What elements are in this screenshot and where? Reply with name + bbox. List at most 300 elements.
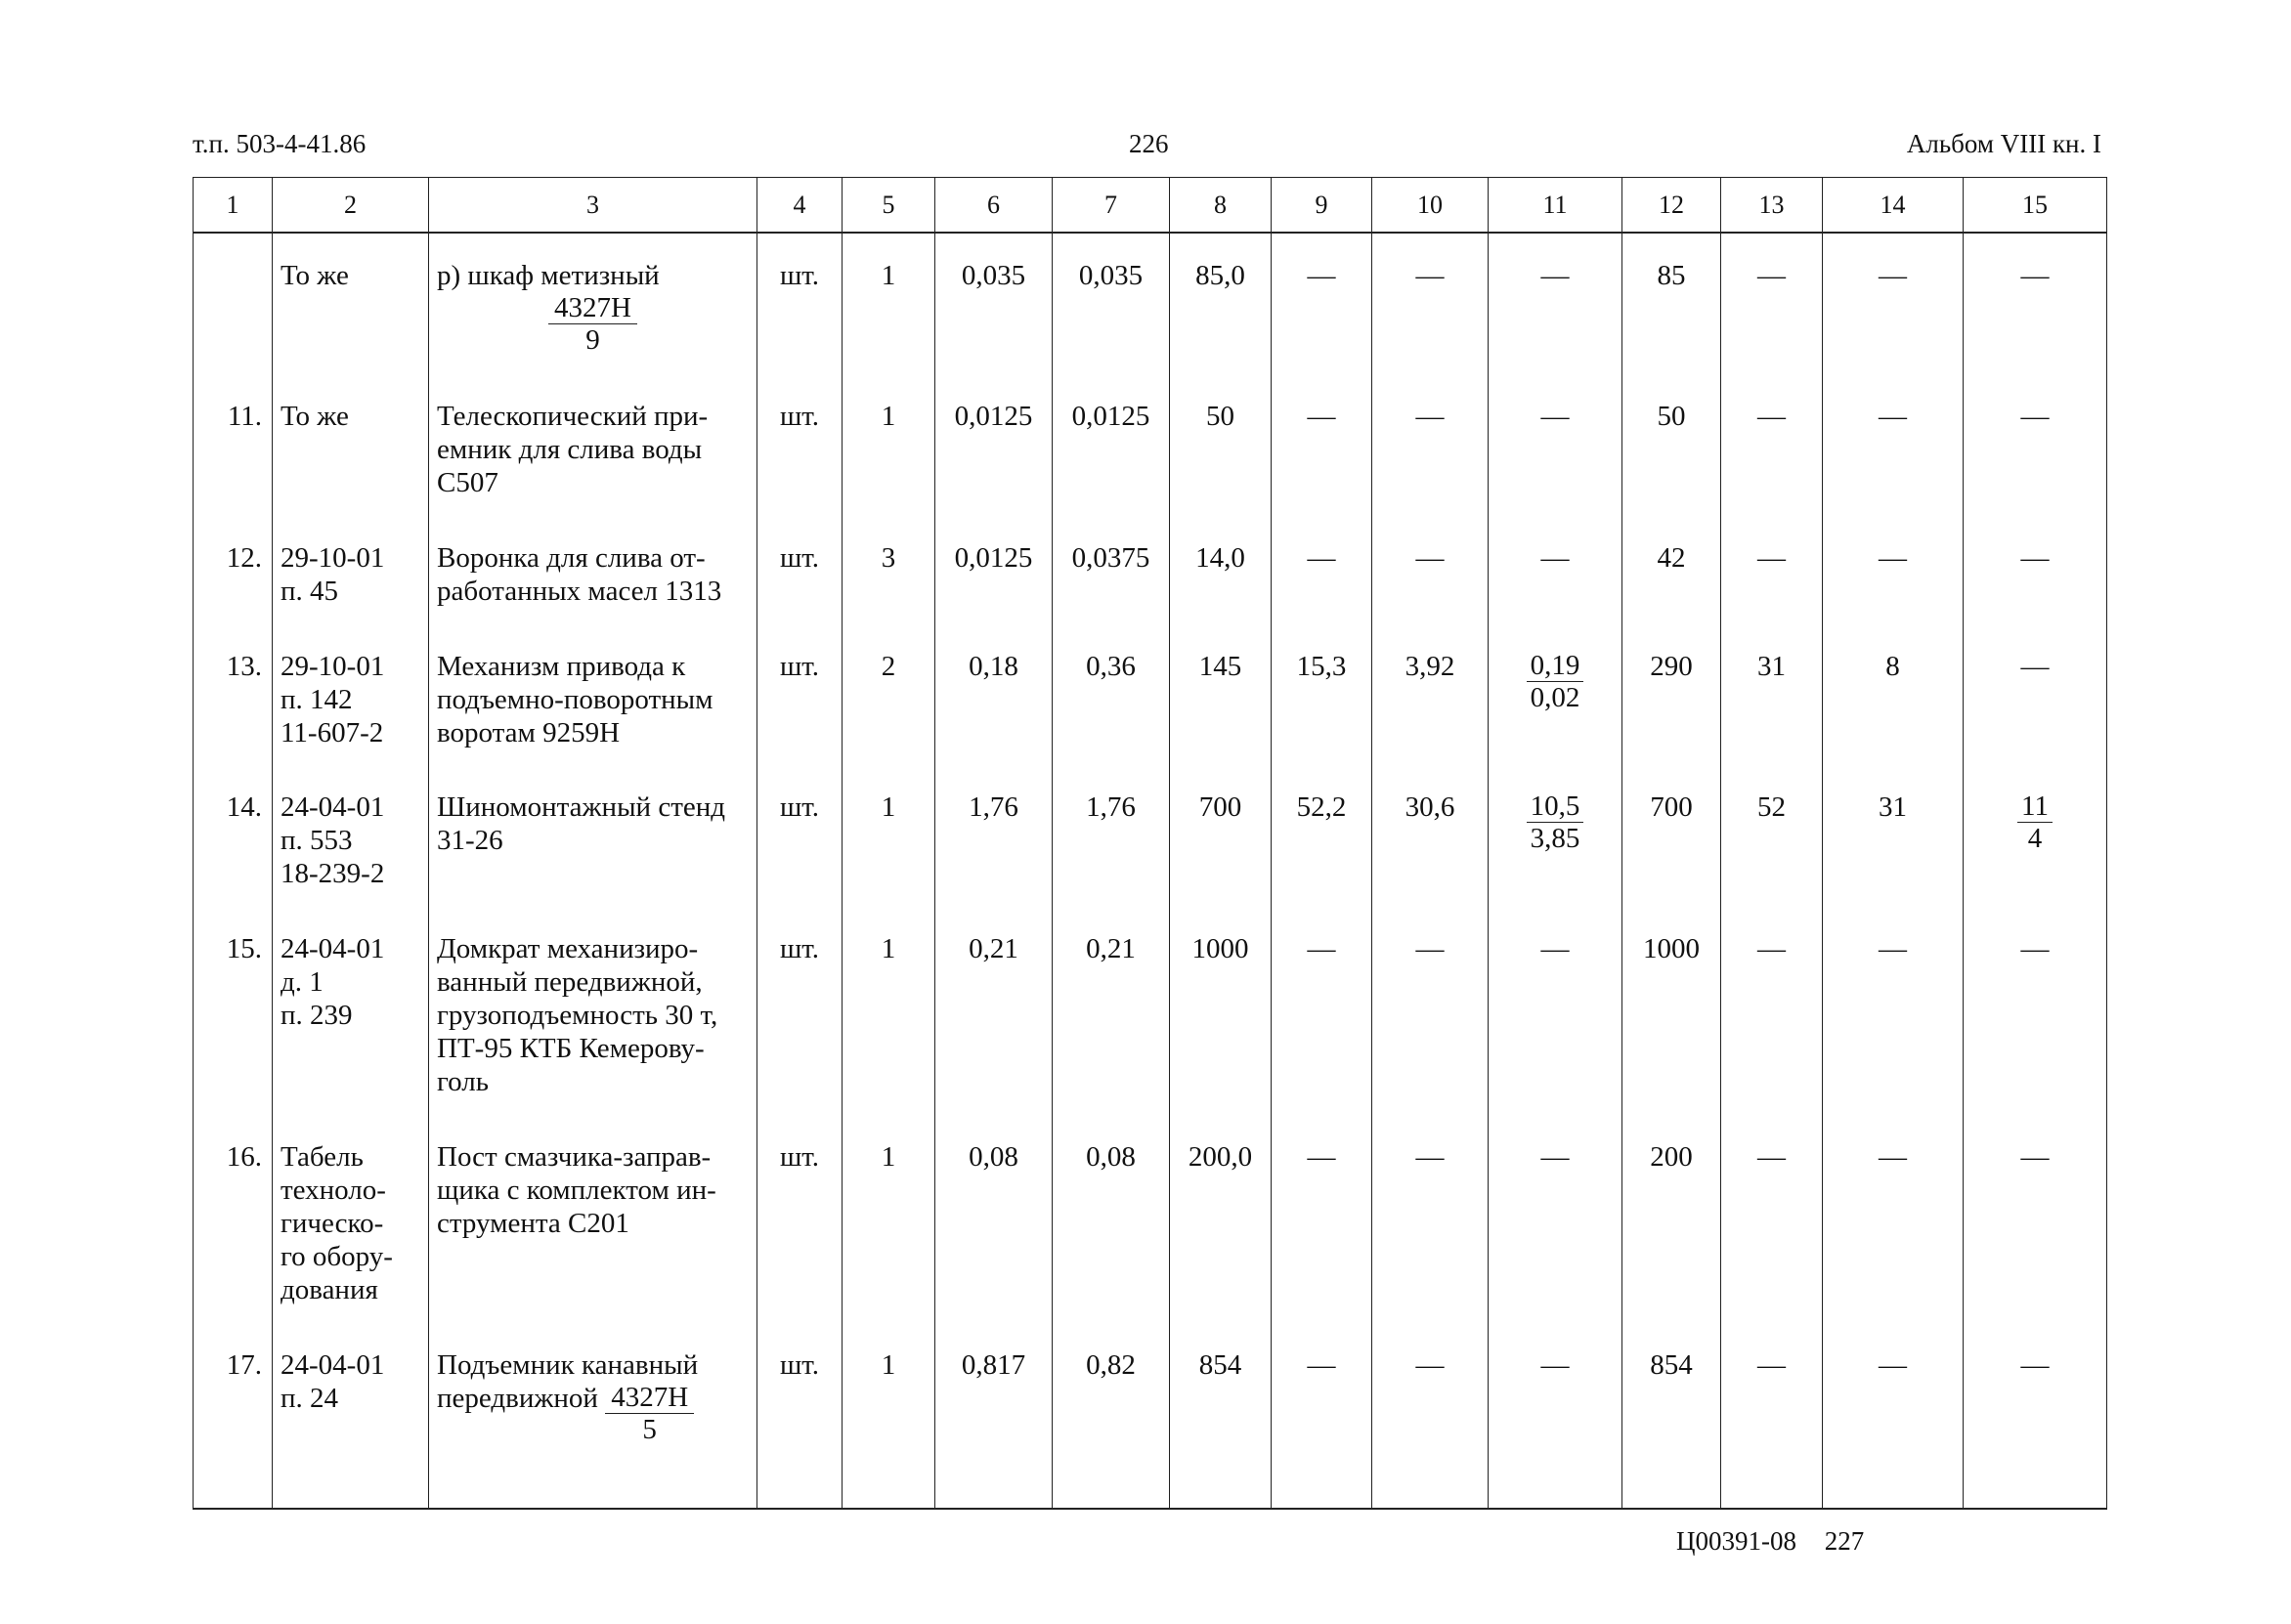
value: —	[1307, 400, 1336, 432]
fraction	[1527, 650, 1584, 713]
name-cell	[429, 516, 757, 624]
value-cell-col-11	[1489, 233, 1622, 374]
value-cell-col-9	[1272, 516, 1372, 624]
name-line: голь	[437, 1066, 489, 1098]
name-line: Телескопический при-	[437, 400, 709, 432]
value-cell-col-6	[935, 516, 1053, 624]
value-cell-col-13	[1721, 516, 1823, 624]
value: —	[1879, 260, 1907, 291]
name-cell	[429, 624, 757, 766]
value: 3,92	[1405, 650, 1455, 682]
fraction	[1527, 791, 1584, 854]
value: —	[1415, 400, 1445, 432]
value-cell-col-13	[1721, 374, 1823, 516]
name-cell	[429, 907, 757, 1115]
value: —	[1540, 933, 1570, 965]
value: 0,82	[1086, 1349, 1136, 1382]
value: 700	[1650, 791, 1693, 824]
source-cell	[273, 1323, 429, 1509]
source-line: п. 45	[281, 575, 339, 607]
value: 85,0	[1195, 260, 1245, 291]
value-cell-col-6	[935, 233, 1053, 374]
value-cell-col-12	[1622, 1323, 1721, 1509]
column-header: 15	[1964, 178, 2107, 234]
source-line: п. 239	[281, 1000, 353, 1032]
value-cell-col-10	[1372, 233, 1489, 374]
value: —	[2020, 541, 2050, 574]
value: —	[1757, 1141, 1786, 1174]
value: —	[1415, 260, 1445, 291]
value-cell-col-11	[1489, 907, 1622, 1115]
value-cell-col-12	[1622, 1115, 1721, 1323]
value: 1,76	[969, 791, 1018, 824]
value: 0,08	[1086, 1141, 1136, 1174]
value-cell-col-11	[1489, 765, 1622, 907]
source-line: дования	[281, 1274, 378, 1306]
source-line: 24-04-01	[281, 1349, 385, 1382]
name-line: Подъемник канавный	[437, 1349, 699, 1382]
value-cell-col-8	[1170, 907, 1272, 1115]
value: 200	[1650, 1141, 1693, 1174]
column-header: 11	[1489, 178, 1622, 234]
fraction-numerator: 0,19	[1527, 650, 1584, 682]
fraction-numerator: 10,5	[1527, 791, 1584, 823]
value: —	[1879, 400, 1907, 432]
name-line: грузоподъемность 30 т,	[437, 1000, 718, 1032]
name-line: Шиномонтажный стенд	[437, 791, 726, 824]
table-row	[194, 624, 2107, 766]
value-cell-col-15	[1964, 516, 2107, 624]
value-cell-col-9	[1272, 233, 1372, 374]
value-cell-col-9	[1272, 374, 1372, 516]
value-cell-col-7	[1053, 907, 1170, 1115]
value-cell-col-5	[843, 1115, 935, 1323]
value: 1	[881, 1141, 896, 1174]
name-line: ПТ-95 КТБ Кемерову-	[437, 1033, 705, 1065]
column-header: 3	[429, 178, 757, 234]
value: —	[1879, 541, 1907, 574]
value: —	[2020, 1141, 2050, 1174]
value-cell-col-5	[843, 1323, 935, 1509]
column-header: 4	[757, 178, 843, 234]
value: 0,36	[1086, 650, 1136, 682]
value-cell-col-4	[757, 765, 843, 907]
value-cell-col-9	[1272, 1115, 1372, 1323]
value-cell-col-10	[1372, 516, 1489, 624]
fraction-denominator: 0,02	[1530, 681, 1580, 713]
name-line: щика с комплектом ин-	[437, 1175, 716, 1207]
row-number-cell	[194, 233, 273, 374]
source-line: Табель	[281, 1141, 364, 1174]
value: 0,18	[969, 650, 1018, 682]
name-line: Пост смазчика-заправ-	[437, 1141, 712, 1174]
source-line: п. 24	[281, 1383, 339, 1415]
row-number-cell	[194, 765, 273, 907]
column-header: 1	[194, 178, 273, 234]
value: —	[2020, 650, 2050, 682]
value: шт.	[779, 541, 820, 574]
value-cell-col-14	[1823, 624, 1964, 766]
value: 15,3	[1296, 650, 1347, 682]
column-header: 9	[1272, 178, 1372, 234]
row-number-cell	[194, 624, 273, 766]
value-cell-col-4	[757, 1115, 843, 1323]
value: 30,6	[1405, 791, 1455, 824]
value: —	[1307, 1349, 1336, 1382]
value: 0,08	[969, 1141, 1018, 1174]
source-cell	[273, 907, 429, 1115]
fraction-numerator: 11	[2017, 791, 2053, 823]
value-cell-col-12	[1622, 374, 1721, 516]
value-cell-col-8	[1170, 1323, 1272, 1509]
fraction-denominator: 3,85	[1530, 823, 1580, 855]
value-cell-col-10	[1372, 1323, 1489, 1509]
value-cell-col-7	[1053, 1115, 1170, 1323]
row-number-cell	[194, 1323, 273, 1509]
value: шт.	[779, 1141, 820, 1174]
source-cell	[273, 516, 429, 624]
value-cell-col-7	[1053, 233, 1170, 374]
name-line: С507	[437, 466, 498, 498]
value: —	[1879, 933, 1907, 965]
name-line: 31-26	[437, 825, 503, 857]
value-cell-col-8	[1170, 1115, 1272, 1323]
value-cell-col-11	[1489, 624, 1622, 766]
source-line: То же	[281, 400, 349, 432]
column-header: 7	[1053, 178, 1170, 234]
table-row	[194, 374, 2107, 516]
source-line: гическо-	[281, 1208, 384, 1240]
name-line: емник для слива воды	[437, 433, 703, 465]
value-cell-col-4	[757, 1323, 843, 1509]
value: шт.	[779, 260, 820, 291]
value-cell-col-15	[1964, 233, 2107, 374]
value-cell-col-15	[1964, 1323, 2107, 1509]
value-cell-col-4	[757, 374, 843, 516]
name-line: Механизм привода к	[437, 650, 686, 682]
value: шт.	[779, 400, 820, 432]
value-cell-col-6	[935, 374, 1053, 516]
value: —	[1307, 260, 1336, 291]
value: —	[2020, 1349, 2050, 1382]
table-row	[194, 1323, 2107, 1509]
source-line: 11-607-2	[281, 716, 384, 748]
value-cell-col-6	[935, 907, 1053, 1115]
source-line: п. 553	[281, 825, 353, 857]
source-cell	[273, 233, 429, 374]
value: —	[1415, 1349, 1445, 1382]
value: 854	[1198, 1349, 1242, 1382]
value: 0,035	[961, 260, 1026, 291]
value-cell-col-7	[1053, 374, 1170, 516]
value-cell-col-11	[1489, 1115, 1622, 1323]
value-cell-col-14	[1823, 1115, 1964, 1323]
value: 0,0125	[954, 400, 1033, 432]
source-line: 24-04-01	[281, 933, 385, 965]
value: 3	[881, 541, 896, 574]
source-cell	[273, 1115, 429, 1323]
value: 1000	[1643, 933, 1700, 965]
value: —	[1879, 1141, 1907, 1174]
value-cell-col-7	[1053, 1323, 1170, 1509]
equipment-table	[193, 177, 2107, 1510]
value: 8	[1885, 650, 1900, 682]
value: шт.	[779, 933, 820, 965]
row-number-cell	[194, 1115, 273, 1323]
value-cell-col-12	[1622, 907, 1721, 1115]
value-cell-col-15	[1964, 907, 2107, 1115]
name-line	[437, 1382, 751, 1445]
value-cell-col-13	[1721, 1115, 1823, 1323]
value-cell-col-5	[843, 907, 935, 1115]
source-cell	[273, 765, 429, 907]
value: —	[1540, 541, 1570, 574]
value: —	[1757, 1349, 1786, 1382]
fraction	[2017, 791, 2053, 854]
source-line: го обору-	[281, 1241, 393, 1273]
value: —	[1307, 1141, 1336, 1174]
value-cell-col-10	[1372, 1115, 1489, 1323]
value-cell-col-9	[1272, 1323, 1372, 1509]
value: 50	[1657, 400, 1686, 432]
value: 52	[1757, 791, 1786, 824]
column-number-row	[194, 178, 2107, 234]
header-doc-code: т.п. 503-4-41.86	[193, 129, 367, 158]
value: 145	[1198, 650, 1242, 682]
column-header: 13	[1721, 178, 1823, 234]
source-line: 29-10-01	[281, 650, 385, 682]
source-line: То же	[281, 260, 349, 291]
row-number: 11.	[227, 400, 262, 432]
name-cell	[429, 1115, 757, 1323]
value: —	[1540, 260, 1570, 291]
name-cell	[429, 374, 757, 516]
source-cell	[273, 624, 429, 766]
value-cell-col-6	[935, 1115, 1053, 1323]
source-line: 18-239-2	[281, 858, 385, 890]
column-header: 6	[935, 178, 1053, 234]
value: 854	[1650, 1349, 1693, 1382]
row-number: 14.	[226, 791, 262, 824]
value-cell-col-12	[1622, 624, 1721, 766]
value-cell-col-6	[935, 624, 1053, 766]
value: 14,0	[1195, 541, 1245, 574]
table-row	[194, 516, 2107, 624]
name-tail: передвижной	[437, 1383, 598, 1415]
value: —	[1757, 933, 1786, 965]
name-line: р) шкаф метизный	[437, 260, 660, 291]
footer-stamp	[1676, 1526, 1864, 1557]
value-cell-col-13	[1721, 624, 1823, 766]
fraction-denominator: 4	[2027, 823, 2043, 855]
value: 85	[1657, 260, 1686, 291]
column-header: 12	[1622, 178, 1721, 234]
name-line: работанных масел 1313	[437, 575, 722, 607]
value: шт.	[779, 650, 820, 682]
value-cell-col-10	[1372, 765, 1489, 907]
value-cell-col-11	[1489, 374, 1622, 516]
value-cell-col-8	[1170, 624, 1272, 766]
value-cell-col-10	[1372, 907, 1489, 1115]
name-line: ванный передвижной,	[437, 966, 703, 999]
value-cell-col-8	[1170, 516, 1272, 624]
source-line: п. 142	[281, 683, 353, 715]
value: —	[1757, 400, 1786, 432]
value: 1	[881, 260, 896, 291]
fraction	[605, 1382, 694, 1445]
value-cell-col-12	[1622, 516, 1721, 624]
value: —	[1879, 1349, 1907, 1382]
value: —	[2020, 933, 2050, 965]
header-album: Альбом VIII кн. I	[1906, 129, 2101, 158]
value-cell-col-11	[1489, 1323, 1622, 1509]
value-cell-col-6	[935, 765, 1053, 907]
name-line: воротам 9259Н	[437, 716, 621, 748]
source-line: 29-10-01	[281, 541, 385, 574]
value: —	[1415, 1141, 1445, 1174]
value-cell-col-13	[1721, 233, 1823, 374]
value-cell-col-13	[1721, 1323, 1823, 1509]
value: 42	[1657, 541, 1686, 574]
value: 0,0375	[1071, 541, 1150, 574]
row-number-cell	[194, 907, 273, 1115]
name-line: подъемно-поворотным	[437, 683, 713, 715]
value: 290	[1650, 650, 1693, 682]
fraction-numerator: 4327Н	[605, 1382, 694, 1414]
fraction	[548, 292, 637, 356]
value: 52,2	[1296, 791, 1347, 824]
value-cell-col-12	[1622, 233, 1721, 374]
fraction-denominator: 5	[642, 1414, 657, 1446]
value-cell-col-7	[1053, 624, 1170, 766]
source-line: техноло-	[281, 1175, 386, 1207]
value: —	[2020, 260, 2050, 291]
value: —	[1540, 1349, 1570, 1382]
fraction-denominator: 9	[585, 324, 600, 356]
value-cell-col-14	[1823, 233, 1964, 374]
value: 0,21	[969, 933, 1018, 965]
value-cell-col-4	[757, 516, 843, 624]
value-cell-col-4	[757, 233, 843, 374]
value-cell-col-10	[1372, 374, 1489, 516]
value-cell-col-9	[1272, 907, 1372, 1115]
value-cell-col-8	[1170, 233, 1272, 374]
footer-code: Ц00391-08	[1676, 1526, 1796, 1556]
value-cell-col-4	[757, 624, 843, 766]
value-cell-col-15	[1964, 765, 2107, 907]
value-cell-col-14	[1823, 374, 1964, 516]
value-cell-col-15	[1964, 374, 2107, 516]
table-row	[194, 765, 2107, 907]
name-line: Воронка для слива от-	[437, 541, 706, 574]
value: 1000	[1191, 933, 1249, 965]
name-line	[437, 292, 751, 356]
fraction-numerator: 4327Н	[548, 292, 637, 324]
value-cell-col-15	[1964, 624, 2107, 766]
value-cell-col-6	[935, 1323, 1053, 1509]
value: —	[1540, 1141, 1570, 1174]
row-number: 16.	[226, 1141, 262, 1174]
value: 0,035	[1078, 260, 1144, 291]
value: 200,0	[1188, 1141, 1253, 1174]
table-row	[194, 233, 2107, 374]
value: —	[2020, 400, 2050, 432]
row-number: 12.	[226, 541, 262, 574]
name-cell	[429, 233, 757, 374]
source-cell	[273, 374, 429, 516]
value: —	[1307, 933, 1336, 965]
value-cell-col-15	[1964, 1115, 2107, 1323]
value-cell-col-10	[1372, 624, 1489, 766]
value: шт.	[779, 791, 820, 824]
column-header: 5	[843, 178, 935, 234]
value-cell-col-11	[1489, 516, 1622, 624]
value: 50	[1206, 400, 1234, 432]
value: 0,0125	[1071, 400, 1150, 432]
value-cell-col-8	[1170, 765, 1272, 907]
value-cell-col-9	[1272, 624, 1372, 766]
footer-page: 227	[1824, 1526, 1865, 1556]
value: —	[1757, 541, 1786, 574]
value: —	[1415, 541, 1445, 574]
value: —	[1307, 541, 1336, 574]
value-cell-col-5	[843, 765, 935, 907]
value: 31	[1757, 650, 1786, 682]
table-row	[194, 1115, 2107, 1323]
value-cell-col-5	[843, 233, 935, 374]
row-number-cell	[194, 516, 273, 624]
value: —	[1540, 400, 1570, 432]
value: 2	[881, 650, 896, 682]
value-cell-col-9	[1272, 765, 1372, 907]
value-cell-col-13	[1721, 907, 1823, 1115]
name-line: струмента С201	[437, 1208, 629, 1240]
name-cell	[429, 1323, 757, 1509]
value-cell-col-7	[1053, 765, 1170, 907]
value: 1	[881, 400, 896, 432]
column-header: 10	[1372, 178, 1489, 234]
name-line: Домкрат механизиро-	[437, 933, 699, 965]
value-cell-col-8	[1170, 374, 1272, 516]
value-cell-col-5	[843, 374, 935, 516]
value: 1	[881, 933, 896, 965]
table-row	[194, 907, 2107, 1115]
column-header: 8	[1170, 178, 1272, 234]
row-number-cell	[194, 374, 273, 516]
value: 700	[1198, 791, 1242, 824]
value-cell-col-13	[1721, 765, 1823, 907]
row-number: 17.	[226, 1349, 262, 1382]
value-cell-col-14	[1823, 907, 1964, 1115]
value-cell-col-5	[843, 516, 935, 624]
header-page-number: 226	[1129, 129, 1169, 158]
value-cell-col-12	[1622, 765, 1721, 907]
value: 0,817	[961, 1349, 1026, 1382]
value: 31	[1879, 791, 1907, 824]
value: 0,21	[1086, 933, 1136, 965]
column-header: 2	[273, 178, 429, 234]
value-cell-col-14	[1823, 516, 1964, 624]
value-cell-col-7	[1053, 516, 1170, 624]
value: 1	[881, 1349, 896, 1382]
row-number: 15.	[226, 933, 262, 965]
value: 0,0125	[954, 541, 1033, 574]
column-header: 14	[1823, 178, 1964, 234]
source-line: д. 1	[281, 966, 324, 999]
name-cell	[429, 765, 757, 907]
value-cell-col-5	[843, 624, 935, 766]
source-line: 24-04-01	[281, 791, 385, 824]
